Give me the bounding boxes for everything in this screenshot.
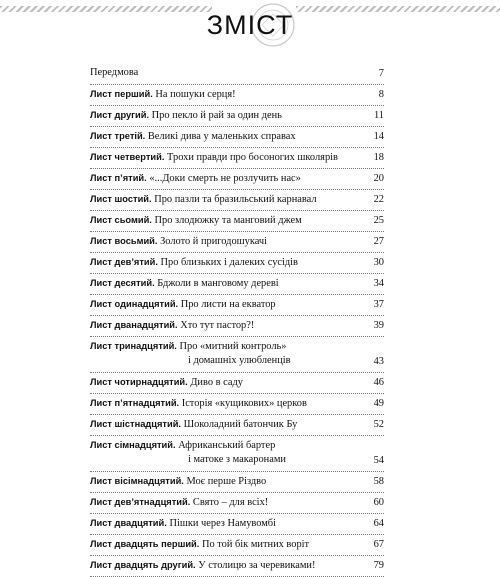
toc-entry-label: Лист четвертий.	[90, 152, 165, 162]
toc-entry-text	[90, 213, 360, 228]
toc-entry-text	[90, 87, 360, 102]
toc-entry-label: Лист третій.	[90, 131, 146, 141]
toc-page-number: 67	[373, 539, 384, 550]
toc-entry[interactable]	[90, 472, 384, 493]
toc-entry-label: Лист одинадцятий.	[90, 299, 179, 309]
toc-entry-text	[90, 396, 360, 411]
toc-page-number: 58	[373, 476, 384, 487]
toc-entry-text	[90, 558, 360, 573]
toc-entry[interactable]	[90, 556, 384, 577]
toc-entry[interactable]	[90, 190, 384, 211]
toc-entry-text	[90, 108, 360, 123]
toc-page-number: 7	[378, 68, 384, 79]
toc-entry-text	[90, 66, 360, 80]
toc-entry-title: Свято – для всіх!	[192, 497, 269, 508]
toc-entry[interactable]	[90, 106, 384, 127]
toc-page-number: 11	[373, 110, 384, 121]
toc-entry-text	[90, 150, 360, 165]
toc-entry-text	[90, 192, 360, 207]
toc-entry-title: Золото й пригодошукачі	[160, 236, 268, 247]
toc-entry-label: Лист восьмий.	[90, 236, 158, 246]
toc-page-number: 25	[373, 215, 384, 226]
toc-entry[interactable]	[90, 316, 384, 337]
toc-page-number: 18	[373, 152, 384, 163]
toc-entry[interactable]	[90, 85, 384, 106]
toc-entry-label: Лист шостий.	[90, 194, 152, 204]
toc-entry-title: Бджоли в манговому дереві	[157, 278, 279, 289]
toc-page-number: 64	[373, 518, 384, 529]
toc-entry-title: Про близьких і далеких сусідів	[160, 257, 298, 268]
toc-entry-label: Лист сьомий.	[90, 215, 152, 225]
toc-entry-title: Про листи на екватор	[180, 299, 276, 310]
toc-entry[interactable]	[90, 64, 384, 85]
toc-entry-text	[90, 474, 360, 489]
toc-page-number: 39	[373, 320, 384, 331]
toc-entry-text	[90, 375, 360, 390]
toc-entry-label: Лист чотирнадцятий.	[90, 377, 188, 387]
toc-entry[interactable]	[90, 394, 384, 415]
toc-entry-label: Лист перший.	[90, 89, 153, 99]
toc-entry-title: Моє перше Різдво	[186, 476, 267, 487]
toc-entry-title-continued: і матоке з макаронами	[188, 454, 286, 465]
toc-page-number: 46	[373, 377, 384, 388]
toc-entry-title: Трохи правди про босоногих школярів	[167, 152, 338, 163]
toc-entry-label: Лист дев’ятнадцятий.	[90, 497, 191, 507]
toc-entry[interactable]	[90, 493, 384, 514]
toc-entry-title: Хто тут пастор?!	[180, 320, 255, 331]
toc-page-number: 49	[373, 398, 384, 409]
toc-page-number: 8	[378, 89, 384, 100]
toc-entry[interactable]	[90, 127, 384, 148]
toc-entry[interactable]	[90, 232, 384, 253]
toc-entry-text	[90, 438, 360, 467]
toc-entry-label: Лист п’ятий.	[90, 173, 147, 183]
toc-entry[interactable]	[90, 436, 384, 472]
toc-entry[interactable]	[90, 535, 384, 556]
toc-entry-label: Лист другий.	[90, 110, 150, 120]
toc-entry-title: Про «митний контроль»	[179, 341, 287, 352]
toc-entry[interactable]	[90, 415, 384, 436]
toc-entry-title: По той бік митних воріт	[201, 539, 310, 550]
toc-entry-title: Передмова	[90, 67, 139, 78]
toc-entry[interactable]	[90, 337, 384, 373]
toc-entry-label: Лист десятий.	[90, 278, 155, 288]
toc-page-number: 60	[373, 497, 384, 508]
page-title: ЗМІСТ	[206, 10, 294, 40]
toc-entry-text	[90, 255, 360, 270]
toc-entry-text	[90, 276, 360, 291]
toc-entry[interactable]	[90, 148, 384, 169]
toc-entry-label: Лист двадцять перший.	[90, 539, 200, 549]
toc-entry[interactable]	[90, 373, 384, 394]
toc-page-number: 27	[373, 236, 384, 247]
toc-entry-title: Пішки через Намувомбі	[169, 518, 276, 529]
toc-entry-title: Диво в саду	[190, 377, 243, 388]
toc-page-number: 37	[373, 299, 384, 310]
toc-page-number: 34	[373, 278, 384, 289]
toc-page-number: 79	[373, 560, 384, 571]
toc-entry-text	[90, 417, 360, 432]
table-of-contents	[90, 64, 384, 577]
toc-entry[interactable]	[90, 514, 384, 535]
toc-entry-title: Великі дива у маленьких справах	[147, 131, 296, 142]
toc-entry-text	[90, 516, 360, 531]
toc-entry-title: На пошуки серця!	[155, 89, 236, 100]
toc-page-number: 22	[373, 194, 384, 205]
toc-entry-title: Африканський бартер	[178, 440, 276, 451]
toc-page-number: 52	[373, 419, 384, 430]
toc-entry-title: Про пекло й рай за один день	[151, 110, 282, 121]
toc-entry-label: Лист тринадцятий.	[90, 341, 177, 351]
toc-page-number: 14	[373, 131, 384, 142]
toc-entry-text	[90, 495, 360, 510]
toc-entry-text	[90, 297, 360, 312]
toc-page-number: 20	[373, 173, 384, 184]
toc-entry[interactable]	[90, 253, 384, 274]
toc-page-number: 30	[373, 257, 384, 268]
toc-entry-text	[90, 129, 360, 144]
toc-entry-label: Лист двадцять другий.	[90, 560, 196, 570]
toc-entry-text	[90, 318, 360, 333]
toc-entry-title: У столицю за черевиками!	[198, 560, 316, 571]
toc-entry-text	[90, 171, 360, 186]
toc-entry[interactable]	[90, 169, 384, 190]
toc-entry-title: Про пазли та бразильський карнавал	[154, 194, 317, 205]
toc-entry-title: Шоколадний батончик Бу	[183, 419, 298, 430]
toc-entry-title: Про злодюжку та манговий джем	[154, 215, 302, 226]
toc-entry-label: Лист дванадцятий.	[90, 320, 178, 330]
toc-entry-text	[90, 339, 360, 368]
toc-entry[interactable]	[90, 295, 384, 316]
toc-entry[interactable]	[90, 274, 384, 295]
toc-entry-label: Лист п’ятнадцятий.	[90, 398, 180, 408]
toc-entry-label: Лист вісімнадцятий.	[90, 476, 184, 486]
toc-page-number: 54	[373, 455, 384, 466]
toc-entry-label: Лист дев’ятий.	[90, 257, 158, 267]
toc-entry-text	[90, 234, 360, 249]
toc-entry-title-continued: і домашніх улюбленців	[188, 355, 291, 366]
toc-entry-label: Лист двадцятий.	[90, 518, 167, 528]
toc-entry[interactable]	[90, 211, 384, 232]
toc-entry-title: «...Доки смерть не розлучить нас»	[149, 173, 301, 184]
toc-entry-label: Лист шістнадцятий.	[90, 419, 181, 429]
toc-page-number: 43	[373, 356, 384, 367]
toc-entry-title: Історія «кущикових» церков	[181, 398, 307, 409]
toc-entry-label: Лист сімнадцятий.	[90, 440, 176, 450]
toc-entry-text	[90, 537, 360, 552]
